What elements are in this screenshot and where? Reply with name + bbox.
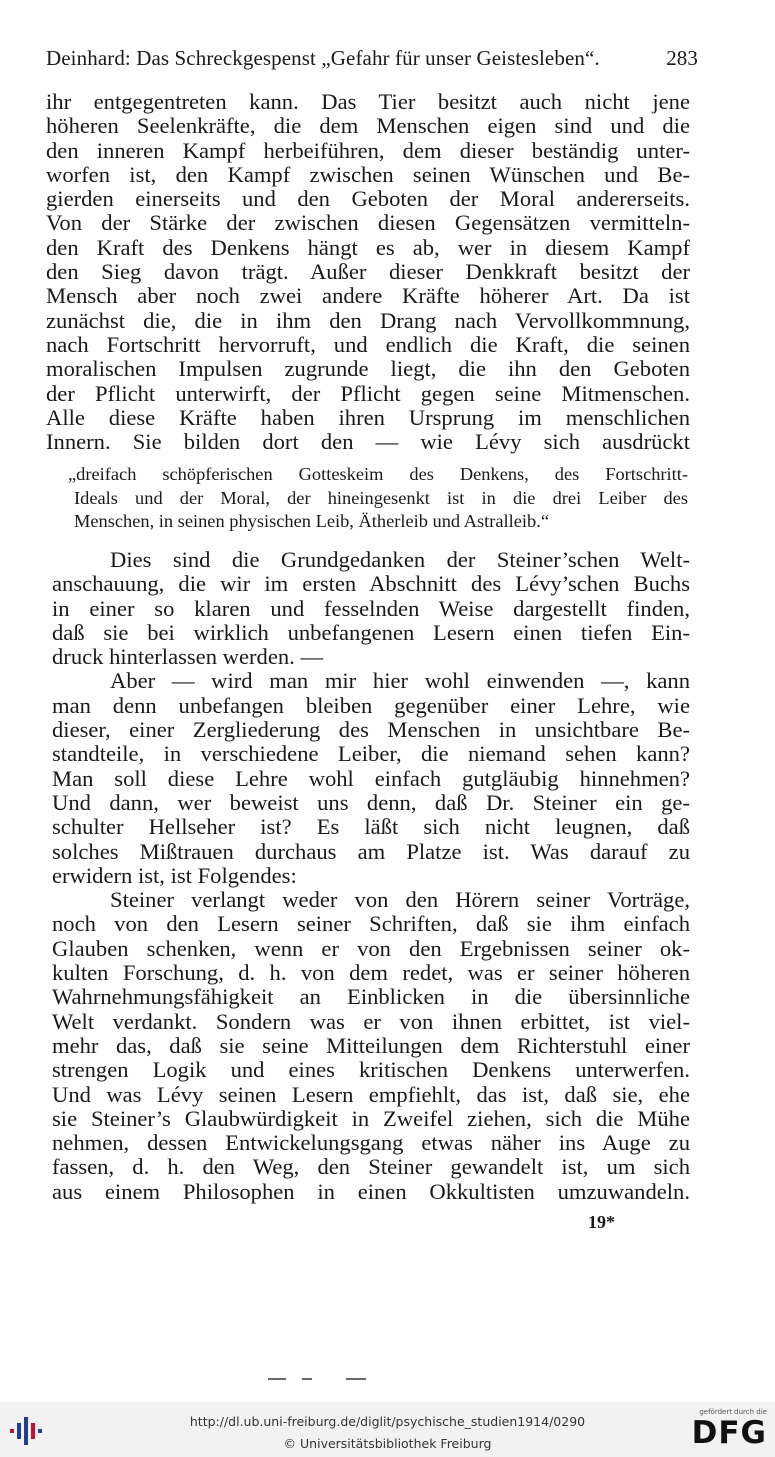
text-line: gierden einerseits und den Geboten der Moral andererseits. — [46, 186, 690, 212]
paragraph-3 — [52, 669, 690, 888]
signature-mark: 19* — [588, 1212, 615, 1232]
text-line: anschauung, die wir im ersten Abschnitt des Lévy’schen Buchs — [52, 571, 690, 597]
paragraph-4 — [52, 888, 690, 1204]
text-line: solches Mißtrauen durchaus am Platze ist. Was darauf zu — [52, 838, 690, 864]
text-line: dieser, einer Zergliederung des Menschen in unsichtbare Be- — [52, 717, 690, 743]
text-line: Man soll diese Lehre wohl einfach gutgläubig hinnehmen? — [52, 765, 690, 791]
text-line: worfen ist, den Kampf zwischen seinen Wünschen und Be- — [46, 161, 690, 187]
text-line: nach Fortschritt hervorruft, und endlich die Kraft, die seinen — [46, 331, 690, 357]
text-line: mehr das, daß sie seine Mitteilungen dem Richterstuhl einer — [52, 1032, 690, 1058]
text-line: fassen, d. h. den Weg, den Steiner gewandelt ist, um sich — [52, 1154, 690, 1180]
text-line: sie Steiner’s Glaubwürdigkeit in Zweifel ziehen, sich die Mühe — [52, 1105, 690, 1131]
dfg-tagline: gefördert durch die — [699, 1408, 767, 1416]
text-line: schulter Hellseher ist? Es läßt sich nicht leugnen, daß — [52, 814, 690, 840]
text-line: kulten Forschung, d. h. von dem redet, was er seiner höheren — [52, 960, 690, 986]
running-header — [46, 44, 698, 72]
text-line: moralischen Impulsen zugrunde liegt, die ihn den Geboten — [46, 356, 690, 382]
text-line: den inneren Kampf herbeiführen, dem dieser beständig unter- — [46, 137, 690, 163]
paragraph-2 — [52, 548, 690, 669]
text-line: Und was Lévy seinen Lesern empfiehlt, das ist, daß sie, ehe — [52, 1081, 690, 1107]
text-line: strengen Logik und eines kritischen Denkens unterwerfen. — [52, 1057, 690, 1083]
quote-line: Menschen, in seinen physischen Leib, Ätherleib und Astralleib.“ — [74, 511, 549, 531]
text-line: man denn unbefangen bleiben gegenüber einer Lehre, wie — [52, 692, 690, 718]
text-line: Von der Stärke der zwischen diesen Gegensätzen vermitteln- — [46, 210, 690, 236]
text-line: Glauben schenken, wenn er von den Ergebnissen seiner ok- — [52, 935, 690, 961]
quote-line: Ideals und der Moral, der hineingesenkt ist in die drei Leiber des — [74, 487, 688, 508]
text-line: Innern. Sie bilden dort den — wie Lévy sich ausdrückt — [46, 429, 690, 455]
text-line: Alle diese Kräfte haben ihren Ursprung im menschlichen — [46, 404, 690, 430]
main-text-continued — [52, 548, 690, 1204]
text-line: zunächst die, die in ihm den Drang nach Vervollkommnung, — [46, 307, 690, 333]
copyright-text: © Universitätsbibliothek Freiburg — [283, 1436, 492, 1451]
text-line: Und dann, wer beweist uns denn, daß Dr. Steiner ein ge- — [52, 789, 690, 815]
text-line: den Sieg davon trägt. Außer dieser Denkkraft besitzt der — [46, 259, 690, 285]
viewer-footer — [0, 1402, 775, 1457]
quote-line: „dreifach schöpferischen Gotteskeim des Denkens, des Fortschritt- — [68, 464, 688, 484]
text-line: noch von den Lesern seiner Schriften, daß sie ihm einfach — [52, 911, 690, 937]
text-line: Dies sind die Grundgedanken der Steiner’schen Welt- — [110, 547, 690, 572]
text-line: ihr entgegentreten kann. Das Tier besitzt auch nicht jene — [46, 89, 690, 114]
text-line: der Pflicht unterwirft, der Pflicht gegen seine Mitmenschen. — [46, 380, 690, 406]
page-url-link[interactable]: http://dl.ub.uni-freiburg.de/diglit/psychische_studien1914/0290 — [189, 1414, 586, 1429]
dfg-logo[interactable] — [685, 1408, 767, 1454]
text-line: nehmen, dessen Entwickelungsgang etwas näher ins Auge zu — [52, 1130, 690, 1156]
text-line: daß sie bei wirklich unbefangenen Lesern einen tiefen Ein- — [52, 619, 690, 645]
paragraph-1 — [46, 90, 690, 454]
text-line: erwidern ist, ist Folgendes: — [52, 862, 297, 888]
text-line: druck hinterlassen werden. — — [52, 644, 324, 670]
text-line: Aber — wird man mir hier wohl einwenden —, kann — [110, 668, 690, 694]
page-number: 283 — [666, 46, 698, 70]
text-line: Mensch aber noch zwei andere Kräfte höherer Art. Da ist — [46, 283, 690, 309]
block-quote — [68, 463, 688, 534]
text-line: standteile, in verschiedene Leiber, die niemand sehen kann? — [52, 741, 690, 767]
text-line: in einer so klaren und fesselnden Weise dargestellt finden, — [52, 595, 690, 621]
text-line: Welt verdankt. Sondern was er von ihnen erbittet, ist viel- — [52, 1008, 690, 1034]
scan-marks — [268, 1378, 368, 1381]
running-title: Deinhard: Das Schreckgespenst „Gefahr für unser Geistesleben“. — [46, 46, 600, 70]
text-line: den Kraft des Denkens hängt es ab, wer in diesem Kampf — [46, 234, 690, 260]
text-line: höheren Seelenkräfte, die dem Menschen eigen sind und die — [46, 113, 690, 139]
text-line: aus einem Philosophen in einen Okkultisten umzuwandeln. — [52, 1178, 690, 1204]
text-line: Wahrnehmungsfähigkeit an Einblicken in die übersinnliche — [52, 984, 690, 1010]
dfg-logo-text: DFG — [691, 1415, 767, 1451]
text-line: Steiner verlangt weder von den Hörern seiner Vorträge, — [110, 887, 690, 913]
